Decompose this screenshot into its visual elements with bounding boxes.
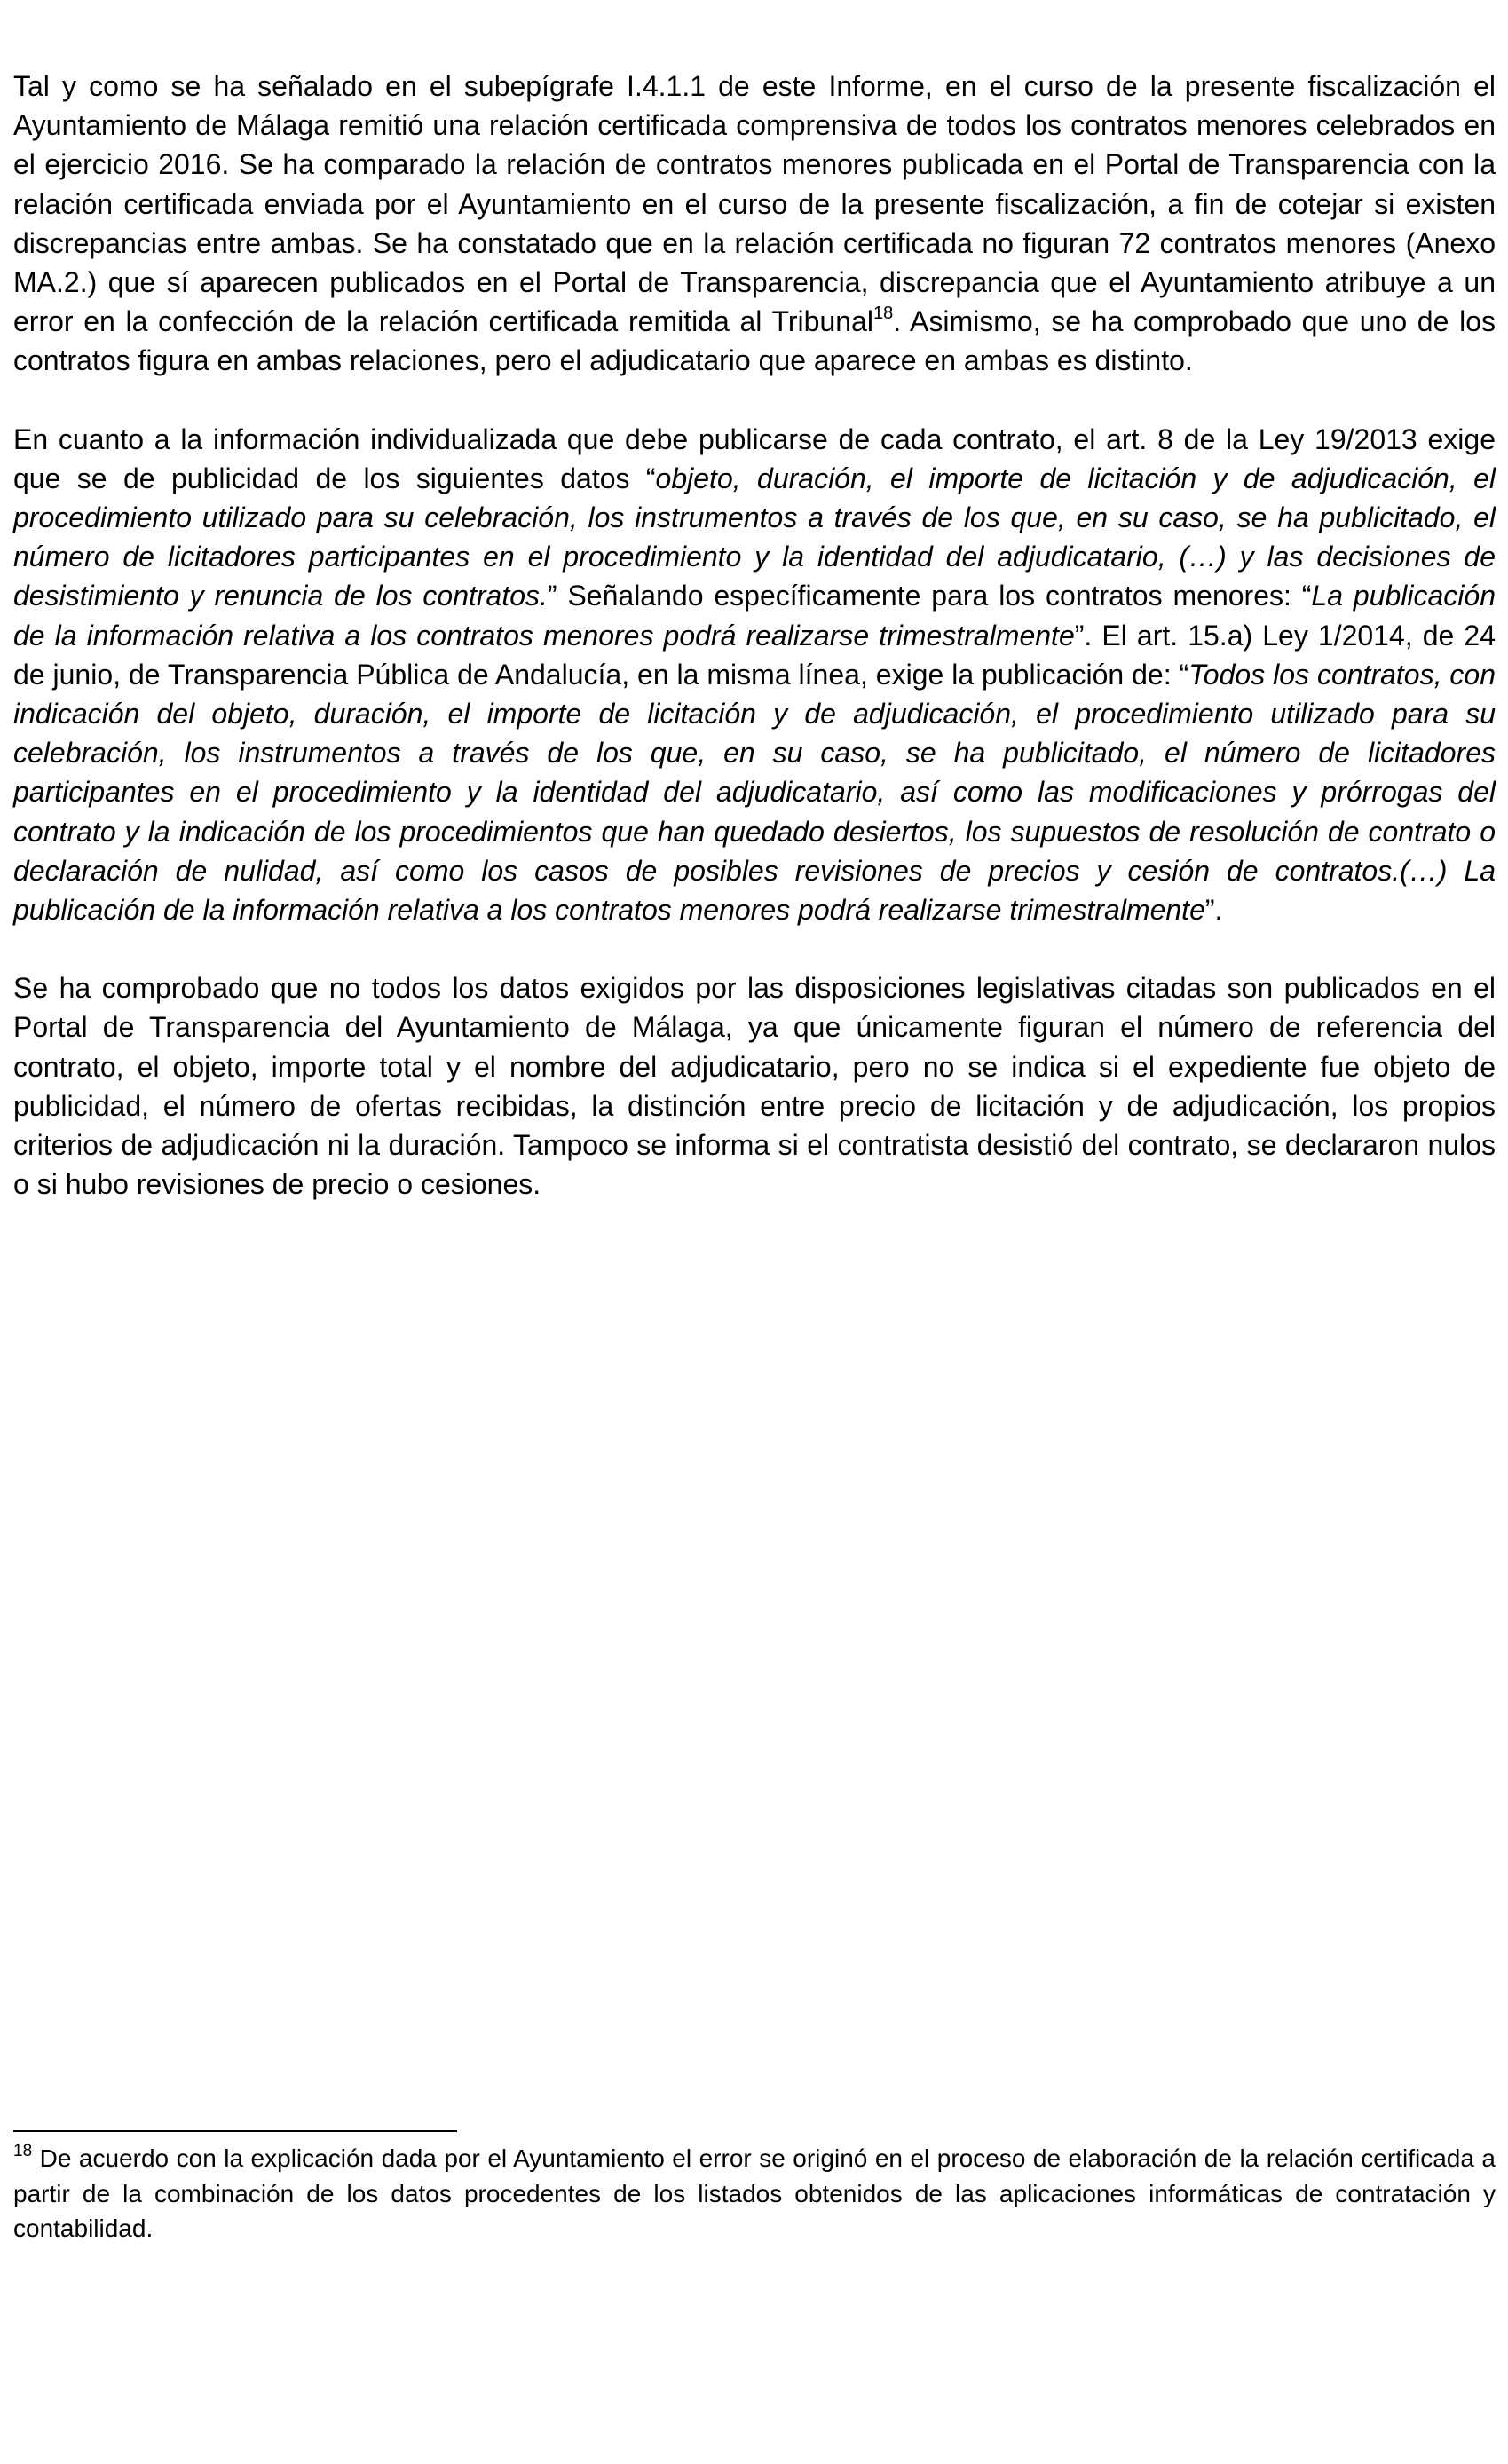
quote-ley-19-2013: objeto, duración, el importe de licitación y de adjudicación, el procedimiento utilizado para su celebración, los instrumentos a través de los que, en su caso, se ha publicitado, el número de licitadores participantes en el procedimiento y la identidad del adjudicatario, (…) y las decisiones de desistimiento y renuncia de los contratos. — [13, 462, 1496, 612]
quote-contratos-menores: La publicación de la información relativa a los contratos menores podrá realizarse trimestralmente — [13, 580, 1496, 652]
footnote-separator — [13, 2130, 457, 2132]
paragraph-1-text: Tal y como se ha señalado en el subepígrafe I.4.1.1 de este Informe, en el curso de la presente fiscalización el Ayuntamiento de Málaga remitió una relación certificada comprensiva de todos los contratos menores celebrados en el ejercicio 2016. Se ha comparado la relación de contratos menores publicada en el Portal de Transparencia con la relación certificada enviada por el Ayuntamiento en el curso de la presente fiscalización, a fin de cotejar si existen discrepancias entre ambas. Se ha constatado que en la relación certificada no figuran 72 contratos menores (Anexo MA.2.) que sí aparecen publicados en el Portal de Transparencia, discrepancia que el Ayuntamiento atribuye a un error en la confección de la relación certificada remitida al Tribunal — [13, 70, 1496, 338]
document-body — [13, 67, 1496, 1204]
footnote-18 — [13, 2141, 1496, 2247]
paragraph-3-text: Se ha comprobado que no todos los datos exigidos por las disposiciones legislativas citadas son publicados en el Portal de Transparencia del Ayuntamiento de Málaga, ya que únicamente figuran el número de referencia del contrato, el objeto, importe total y el nombre del adjudicatario, pero no se indica si el expediente fue objeto de publicidad, el número de ofertas recibidas, la distinción entre precio de licitación y de adjudicación, los propios criterios de adjudicación ni la duración. Tampoco se informa si el contratista desistió del contrato, se declararon nulos o si hubo revisiones de precio o cesiones. — [13, 972, 1496, 1201]
paragraph-2-text-1: En cuanto a la información individualizada que debe publicarse de cada contrato, el art. 8 de la Ley 19/2013 exige que se de publicidad de los siguientes datos “ — [13, 423, 1496, 494]
quote-ley-1-2014: Todos los contratos, con indicación del objeto, duración, el importe de licitación y de adjudicación, el procedimiento utilizado para su celebración, los instrumentos a través de los que, en su caso, se ha publicitado, el número de licitadores participantes en el procedimiento y la identidad del adjudicatario, así como las modificaciones y prórrogas del contrato y la indicación de los procedimientos que han quedado desiertos, los supuestos de resolución de contrato o declaración de nulidad, así como los casos de posibles revisiones de precios y cesión de contratos.(…) La publicación de la información relativa a los contratos menores podrá realizarse trimestralmente — [13, 658, 1496, 927]
paragraph-2-text-4: ”. — [1204, 894, 1223, 927]
paragraph-1-continuation: . Asimismo, se ha comprobado que uno de los contratos figura en ambas relaciones, pero el adjudicatario que aparece en ambas es distinto. — [13, 305, 1496, 377]
footnote-number: 18 — [13, 2141, 33, 2160]
footnote-reference[interactable]: 18 — [872, 303, 894, 323]
paragraph-2-text-2: ” Señalando específicamente para los contratos menores: “ — [547, 580, 1312, 612]
paragraph-2 — [13, 420, 1496, 930]
paragraph-1 — [13, 67, 1496, 381]
footnote-text: De acuerdo con la explicación dada por el Ayuntamiento el error se originó en el proceso de elaboración de la relación certificada a partir de la combinación de los datos procedentes de los listados obtenidos de las aplicaciones informáticas de contratación y contabilidad. — [13, 2144, 1496, 2242]
paragraph-3 — [13, 968, 1496, 1204]
paragraph-2-text-3: ”. El art. 15.a) Ley 1/2014, de 24 de junio, de Transparencia Pública de Andalucía, en la misma línea, exige la publicación de: “ — [13, 619, 1496, 691]
